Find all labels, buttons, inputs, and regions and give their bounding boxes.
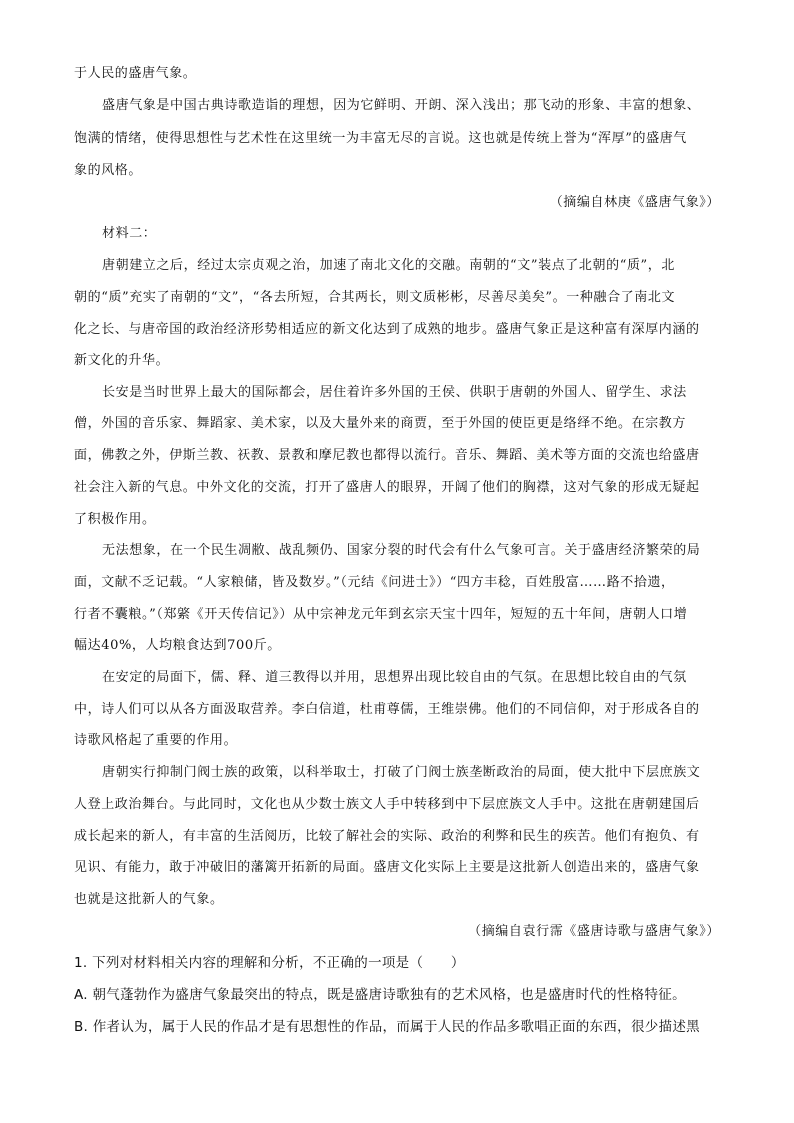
source-citation: （摘编自林庚《盛唐气象》）	[549, 195, 720, 210]
text-line: 成长起来的新人，有丰富的生活阅历，比较了解社会的实际、政治的利弊和民生的疾苦。他们有抱负、有	[74, 829, 700, 844]
text-line: 幅达40%，人均粮食达到700斤。	[74, 638, 281, 653]
text-line: 社会注入新的气息。中外文化的交流，打开了盛唐人的眼界，开阔了他们的胸襟，这对气象的形成无疑起	[74, 480, 700, 495]
paragraph-line: 无法想象，在一个民生凋敝、战乱频仍、国家分裂的时代会有什么气象可言。关于盛唐经济繁荣的局	[102, 543, 701, 558]
text-line: 化之长、与唐帝国的政治经济形势相适应的新文化达到了成熟的地步。盛唐气象正是这种富有深厚内涵的	[74, 322, 700, 337]
paragraph-line: 长安是当时世界上最大的国际都会，居住着许多外国的王侯、供职于唐朝的外国人、留学生、求法	[102, 385, 687, 400]
text-line: 饱满的情绪，使得思想性与艺术性在这里统一为丰富无尽的言说。这也就是传统上誉为“浑厚”的盛唐气	[74, 131, 687, 146]
paragraph-line: 盛唐气象是中国古典诗歌造诣的理想，因为它鲜明、开朗、深入浅出；那飞动的形象、丰富的想象、	[102, 98, 701, 113]
text-line: 诗歌风格起了重要的作用。	[74, 733, 238, 748]
section-heading: 材料二：	[102, 226, 157, 241]
text-line: 面，佛教之外，伊斯兰教、祆教、景教和摩尼教也都得以流行。音乐、舞蹈、美术等方面的交流也给盛唐	[74, 448, 700, 463]
text-line: 僧，外国的音乐家、舞蹈家、美术家，以及大量外来的商贾，至于外国的使臣更是络绎不绝。在宗教方	[74, 416, 687, 431]
paragraph-line: 唐朝实行抑制门阀士族的政策，以科举取士，打破了门阀士族垄断政治的局面，使大批中下层庶族文	[102, 765, 701, 780]
text-line: 行者不囊粮。”（郑綮《开天传信记》）从中宗神龙元年到玄宗天宝十四年，短短的五十年间，唐朝人口增	[74, 607, 688, 622]
text-line: 于人民的盛唐气象。	[74, 66, 197, 81]
paragraph-line: 在安定的局面下，儒、释、道三教得以并用，思想界出现比较自由的气氛。在思想比较自由的气氛	[102, 670, 687, 685]
text-line: 中，诗人们可以从各方面汲取营养。李白信道，杜甫尊儒，王维崇佛。他们的不同信仰，对于形成各自的	[74, 702, 700, 717]
text-line: 面，文献不乏记载。“人家粮储，皆及数岁。”（元结《问进士》）“四方丰稔，百姓殷富……路不拾遗，	[74, 575, 675, 590]
option-a: A. 朝气蓬勃作为盛唐气象最突出的特点，既是盛唐诗歌独有的艺术风格，也是盛唐时代的性格特征。	[74, 987, 686, 1003]
text-line: 新文化的升华。	[74, 353, 170, 368]
text-line: 见识、有能力，敢于冲破旧的藩篱开拓新的局面。盛唐文化实际上主要是这批新人创造出来的，盛唐气象	[74, 860, 700, 875]
option-b: B. 作者认为，属于人民的作品才是有思想性的作品，而属于人民的作品多歌唱正面的东西，很少描述黑	[74, 1019, 700, 1035]
text-line: 象的风格。	[74, 163, 143, 178]
source-citation: （摘编自袁行霈《盛唐诗歌与盛唐气象》）	[468, 924, 720, 939]
text-line: 了积极作用。	[74, 512, 156, 527]
paragraph-line: 唐朝建立之后，经过太宗贞观之治，加速了南北文化的交融。南朝的“文”装点了北朝的“质”，北	[102, 258, 675, 273]
question-stem: 1. 下列对材料相关内容的理解和分析，不正确的一项是（ ）	[74, 955, 465, 971]
text-line: 人登上政治舞台。与此同时，文化也从少数士族文人手中转移到中下层庶族文人手中。这批在唐朝建国后	[74, 797, 700, 812]
text-line: 朝的“质”充实了南朝的“文”，“各去所短，合其两长，则文质彬彬，尽善尽美矣”。一种融合了南北文	[74, 290, 676, 305]
text-line: 也就是这批新人的气象。	[74, 892, 224, 907]
